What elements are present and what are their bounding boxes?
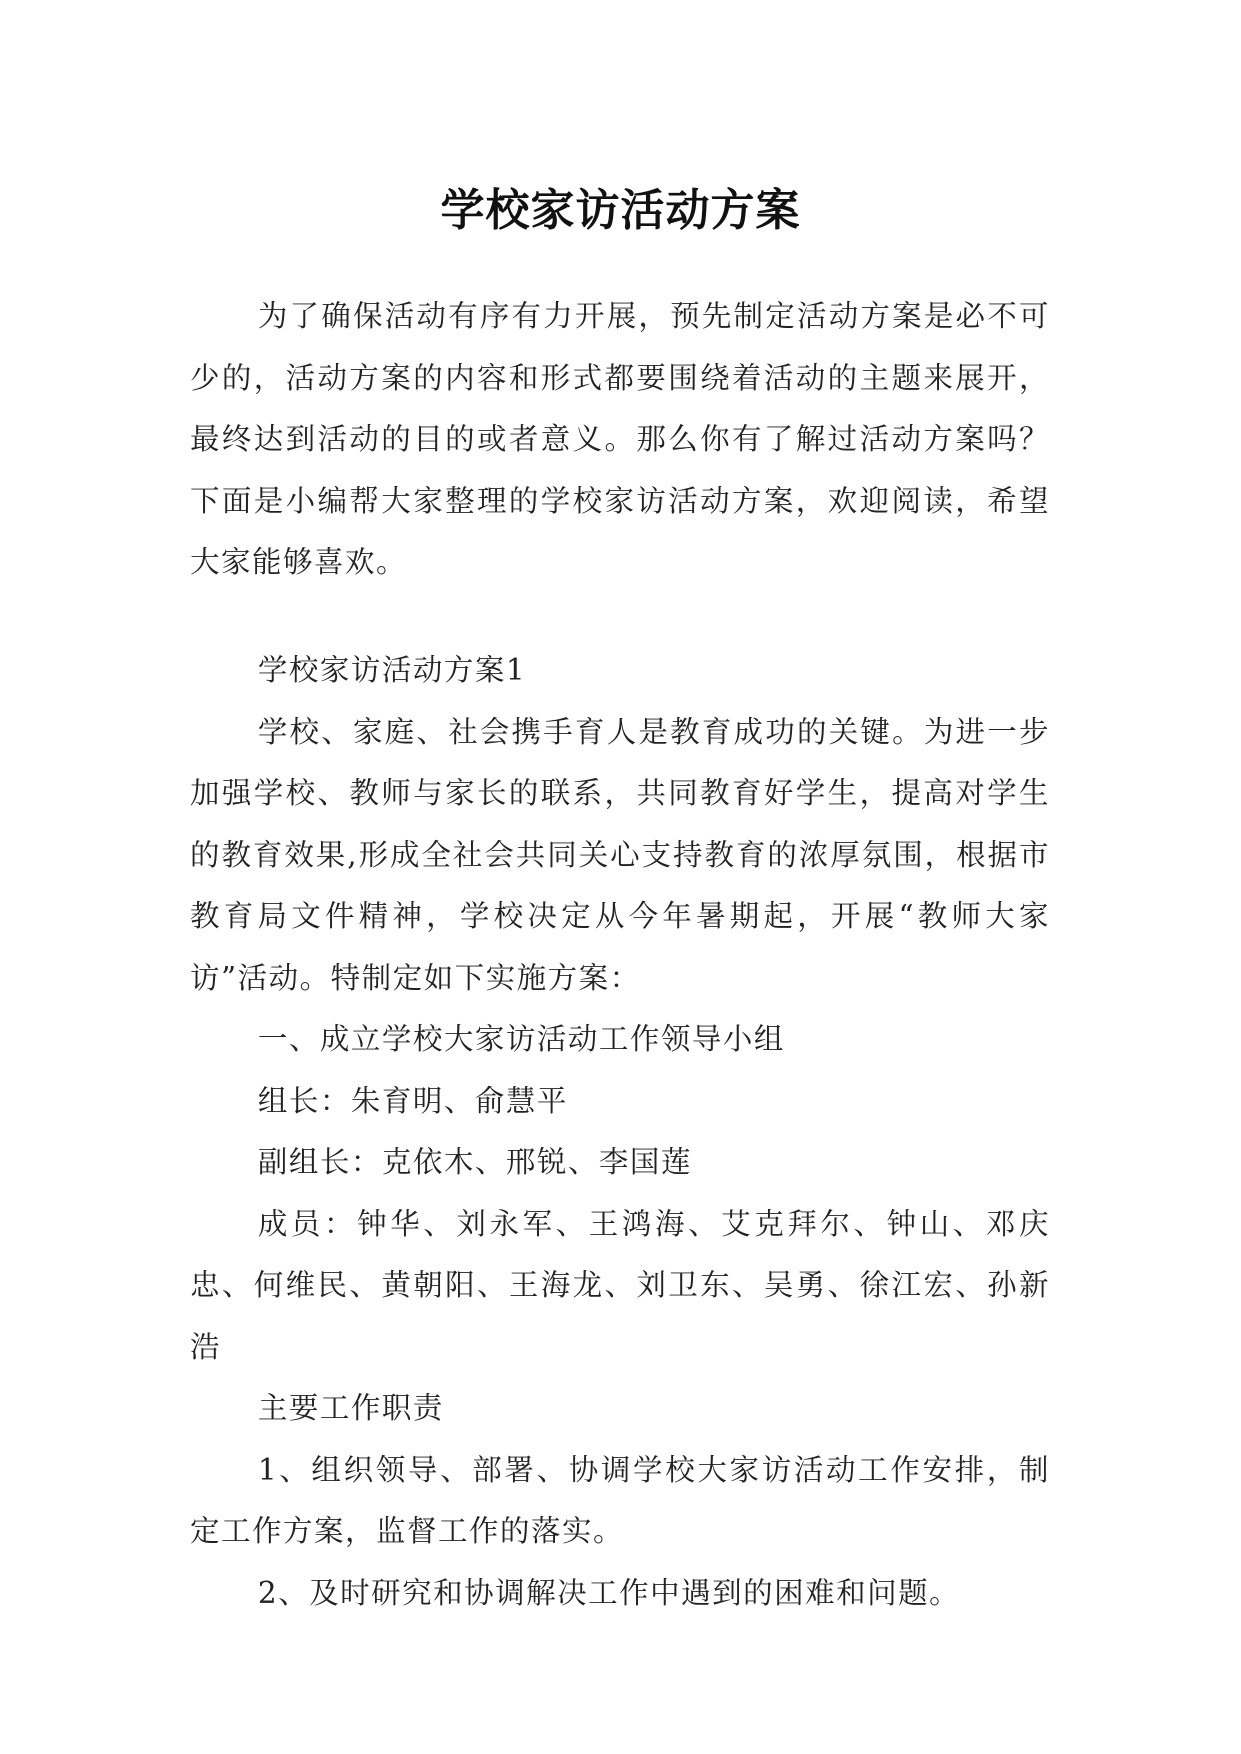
paragraph-deputy-leader: 副组长：克依木、邢锐、李国莲: [257, 1145, 692, 1179]
intro-block: [190, 286, 1050, 594]
section-heading-leadership-group: 一、成立学校大家访活动工作领导小组: [257, 1022, 785, 1056]
section-heading-responsibilities: 主要工作职责: [257, 1391, 444, 1425]
paragraph-responsibility-1: 1、组织领导、部署、协调学校大家访活动工作安排，制定工作方案，监督工作的落实。: [190, 1452, 1050, 1548]
paragraph-responsibility-2: 2、及时研究和协调解决工作中遇到的困难和问题。: [257, 1575, 961, 1610]
paragraph-background: 学校、家庭、社会携手育人是教育成功的关键。为进一步加强学校、教师与家长的联系，共同教育好学生，提高对学生的教育效果,形成全社会共同关心支持教育的浓厚氛围，根据市教育局文件精神，学校决定从今年暑期起，开展“教师大家访”活动。特制定如下实施方案：: [190, 714, 1050, 995]
section-heading-plan-1: 学校家访活动方案1: [257, 653, 527, 687]
intro-paragraph: 为了确保活动有序有力开展，预先制定活动方案是必不可少的，活动方案的内容和形式都要围绕着活动的主题来展开，最终达到活动的目的或者意义。那么你有了解过活动方案吗？下面是小编帮大家整理的学校家访活动方案，欢迎阅读，希望大家能够喜欢。: [190, 299, 1050, 579]
paragraph-group-leader: 组长：朱育明、俞慧平: [257, 1083, 568, 1118]
paragraph-members: 成员：钟华、刘永军、王鸿海、艾克拜尔、钟山、邓庆忠、何维民、黄朝阳、王海龙、刘卫东、吴勇、徐江宏、孙新浩: [190, 1206, 1050, 1364]
document-title: 学校家访活动方案: [440, 185, 801, 237]
body-block: [190, 640, 1050, 1624]
